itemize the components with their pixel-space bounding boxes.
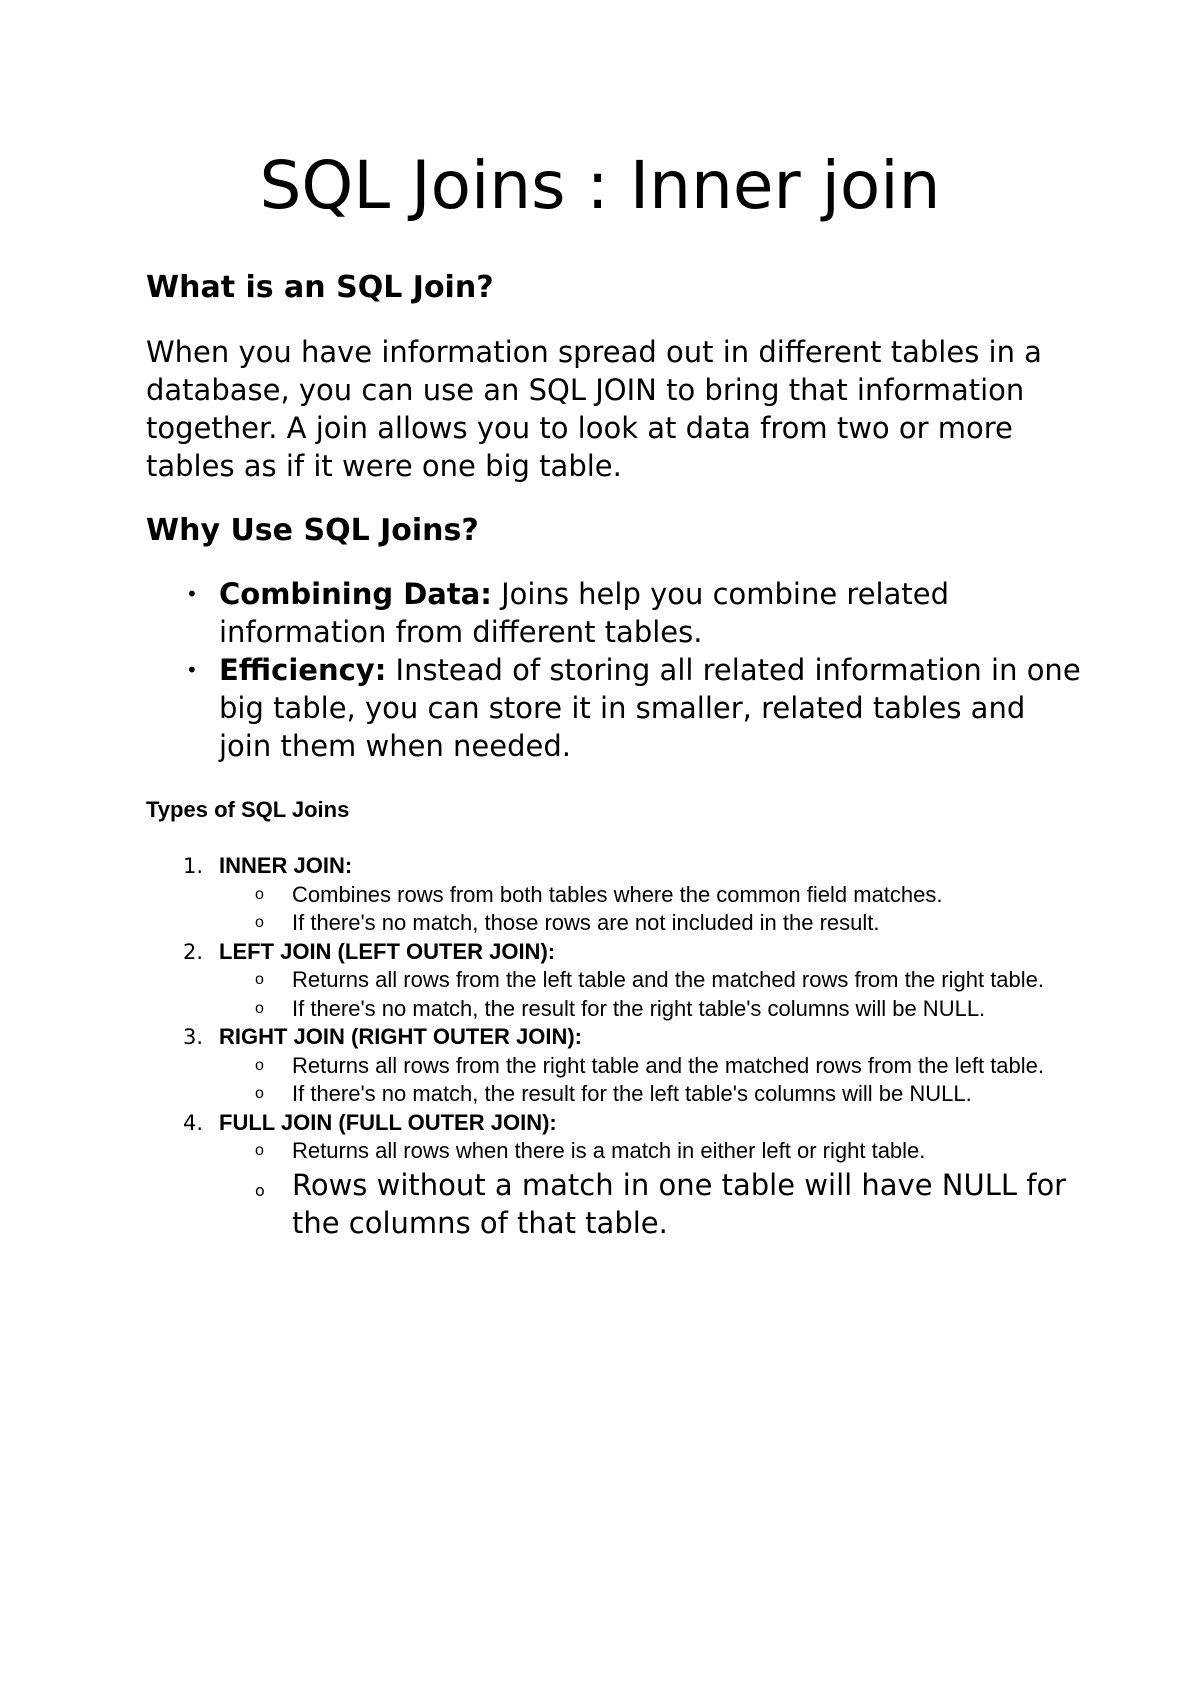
bullet-text: Joins help you combine related information from different tables. — [219, 577, 949, 649]
sub-marker: o — [255, 914, 264, 931]
list-number: 1. — [183, 854, 204, 878]
bullet-bold: Combining Data: — [219, 577, 492, 611]
bullet-marker: • — [186, 582, 198, 606]
paragraph-what-is-join: When you have information spread out in different tables in a database, you can use an SQL JOIN to bring that information together. A join allows you to look at data from two or more tables as if it were one big table. — [146, 335, 1042, 483]
join-item-inner — [146, 852, 1086, 938]
bullet-marker: • — [186, 658, 198, 682]
sub-marker: o — [255, 885, 264, 903]
sub-list — [219, 1052, 1086, 1109]
sub-marker: o — [255, 1056, 264, 1074]
sub-text: Returns all rows when there is a match in either left or right table. — [292, 1138, 926, 1163]
sub-list — [219, 1137, 1086, 1242]
bullet-item — [146, 651, 1086, 765]
sub-marker: o — [255, 1180, 265, 1200]
list-number: 3. — [183, 1025, 204, 1049]
heading-why-use-joins: Why Use SQL Joins? — [146, 513, 479, 548]
sub-text: Returns all rows from the left table and the matched rows from the right table. — [292, 967, 1045, 992]
sub-list — [219, 966, 1086, 1023]
sub-item — [219, 1137, 1086, 1166]
sub-item — [219, 1080, 1086, 1109]
join-item-right — [146, 1023, 1086, 1109]
why-bullet-list — [146, 575, 1086, 765]
sub-text: Combines rows from both tables where the common field matches. — [292, 881, 943, 907]
sub-text: Rows without a match in one table will have NULL for the columns of that table. — [292, 1167, 1067, 1240]
sub-item — [219, 966, 1086, 995]
sub-marker: o — [255, 1085, 264, 1102]
bullet-item — [146, 575, 1086, 651]
bullet-text: Instead of storing all related information in one big table, you can store it in smaller, related tables and join them when needed. — [219, 653, 1081, 763]
page-title: SQL Joins : Inner join — [259, 147, 941, 224]
sub-marker: o — [255, 1142, 264, 1159]
join-label: LEFT JOIN (LEFT OUTER JOIN): — [219, 938, 556, 964]
sub-item — [219, 881, 1086, 910]
sub-marker: o — [255, 999, 264, 1017]
bullet-bold: Efficiency: — [219, 653, 387, 687]
sub-text: If there's no match, the result for the left table's columns will be NULL. — [292, 1081, 972, 1106]
join-label: RIGHT JOIN (RIGHT OUTER JOIN): — [219, 1024, 582, 1049]
sub-item — [219, 995, 1086, 1024]
heading-types-of-joins: Types of SQL Joins — [146, 797, 350, 822]
sub-text: If there's no match, those rows are not included in the result. — [292, 910, 880, 935]
join-label: FULL JOIN (FULL OUTER JOIN): — [219, 1109, 557, 1135]
sub-item — [219, 909, 1086, 938]
join-label: INNER JOIN: — [219, 853, 353, 878]
join-item-full — [146, 1109, 1086, 1242]
sub-text: Returns all rows from the right table and the matched rows from the left table. — [292, 1052, 1045, 1078]
list-number: 4. — [183, 1110, 204, 1135]
sub-list — [219, 881, 1086, 938]
list-number: 2. — [183, 939, 204, 964]
sub-text: If there's no match, the result for the right table's columns will be NULL. — [292, 995, 986, 1021]
sub-item — [219, 1166, 1086, 1242]
join-types-list — [146, 852, 1086, 1242]
sub-marker: o — [255, 971, 264, 988]
sub-item — [219, 1052, 1086, 1081]
join-item-left — [146, 938, 1086, 1024]
heading-what-is-join: What is an SQL Join? — [146, 270, 494, 305]
